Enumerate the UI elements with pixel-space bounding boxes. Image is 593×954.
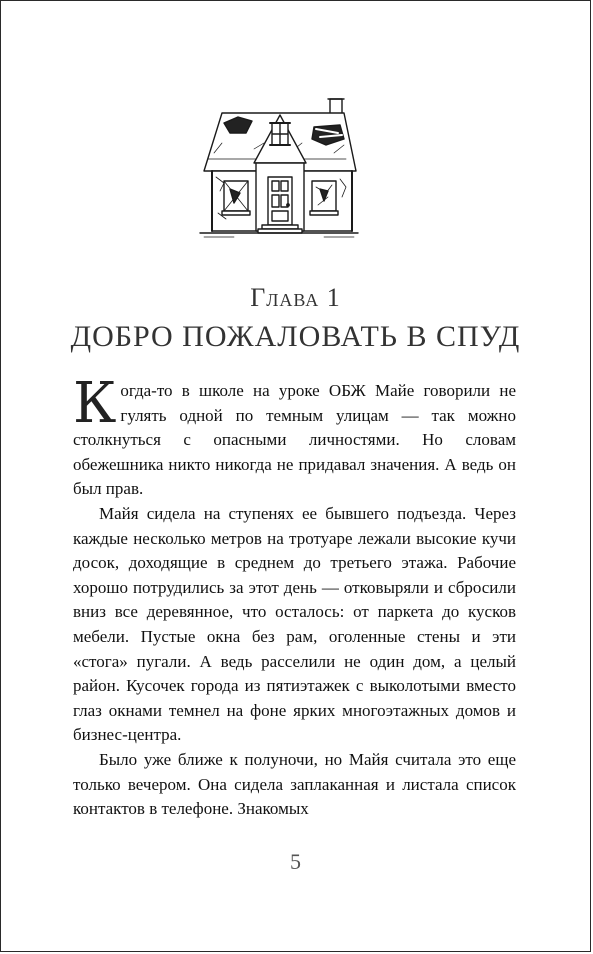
abandoned-house-icon bbox=[194, 93, 364, 243]
chapter-title: ДОБРО ПОЖАЛОВАТЬ В СПУД bbox=[70, 320, 521, 353]
paragraph-3: Было уже ближе к полуночи, но Майя считала это еще только вечером. Она сидела заплаканная и листала список контактов в телефоне. Знакомых bbox=[73, 749, 516, 819]
paragraph-1 bbox=[73, 371, 516, 502]
paragraph-1-text: огда-то в школе на уроке ОБЖ Майе говорили не гулять одной по темным улицам — так можно столкнуться с опасными личностями. Но словам обежешника никто никогда не придавал значения. А ведь он был прав. bbox=[73, 381, 516, 499]
paragraph-2: Майя сидела на ступенях ее бывшего подъезда. Через каждые несколько метров на тротуаре лежали высокие кучи досок, доходящие в среднем до третьего этажа. Рабочие хорошо потрудились за этот день — отковыряли и сбросили вниз все деревянное, что осталось: от паркета до кусков мебели. Пустые окна без рам, оголенные стены и эти «стога» пугали. А ведь расселили не один дом, а целый район. Кусочек города из пятиэтажек с выколотыми вместо глаз окнами темнел на фоне ярких многоэтажных домов и бизнес-центра. bbox=[73, 503, 516, 745]
page-number: 5 bbox=[290, 849, 301, 874]
chapter-label: Глава 1 bbox=[250, 283, 341, 312]
chapter-body bbox=[73, 371, 516, 822]
dropcap: К bbox=[73, 371, 117, 436]
